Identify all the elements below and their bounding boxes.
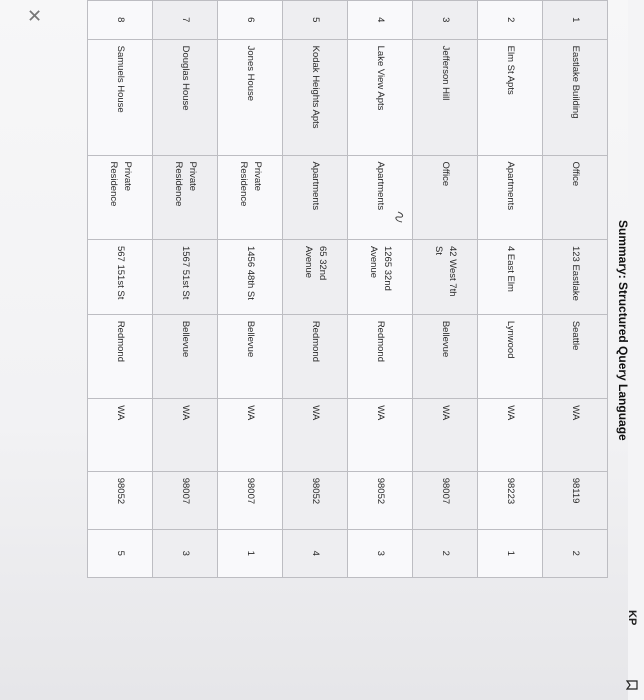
units-cell: 2 [413, 529, 478, 577]
building-id-cell: 3 [413, 1, 478, 40]
buildings-table [87, 0, 608, 578]
building-type-cell: Private Residence [153, 155, 218, 239]
building-name-cell: Eastlake Building [543, 39, 608, 155]
state-cell: WA [88, 399, 153, 471]
zip-cell: 98223 [478, 471, 543, 529]
city-cell: Redmond [88, 314, 153, 398]
address-cell: 1567 51st St [153, 239, 218, 314]
building-id-cell: 4 [348, 1, 413, 40]
table-row [543, 1, 608, 578]
units-cell: 5 [88, 529, 153, 577]
state-cell: WA [348, 399, 413, 471]
city-cell: Bellevue [218, 314, 283, 398]
building-type-cell: Office [543, 155, 608, 239]
zip-cell: 98007 [218, 471, 283, 529]
city-cell: Bellevue [153, 314, 218, 398]
address-cell: 4 East Elm [478, 239, 543, 314]
units-cell: 4 [283, 529, 348, 577]
address-cell: 1265 32nd Avenue [348, 239, 413, 314]
table-row [348, 1, 413, 578]
table-row [413, 1, 478, 578]
building-name-cell: Lake View Apts [348, 39, 413, 155]
city-cell: Lynwood [478, 314, 543, 398]
building-type-cell: Private Residence [218, 155, 283, 239]
zip-cell: 98052 [283, 471, 348, 529]
city-cell: Redmond [283, 314, 348, 398]
zip-cell: 98052 [348, 471, 413, 529]
units-cell: 3 [348, 529, 413, 577]
close-icon[interactable]: ✕ [24, 8, 44, 24]
zip-cell: 98052 [88, 471, 153, 529]
building-name-cell: Jefferson Hill [413, 39, 478, 155]
page-title: Summary: Structured Query Language [616, 220, 630, 441]
building-id-cell: 7 [153, 1, 218, 40]
units-cell: 3 [153, 529, 218, 577]
top-bar [628, 0, 644, 700]
building-name-cell: Douglas House [153, 39, 218, 155]
zip-cell: 98007 [153, 471, 218, 529]
address-cell: 123 Eastlake [543, 239, 608, 314]
units-cell: 1 [478, 529, 543, 577]
city-cell: Bellevue [413, 314, 478, 398]
units-cell: 2 [543, 529, 608, 577]
building-type-cell: Apartments [283, 155, 348, 239]
building-id-cell: 2 [478, 1, 543, 40]
building-name-cell: Kodak Heights Apts [283, 39, 348, 155]
building-name-cell: Elm St Apts [478, 39, 543, 155]
building-name-cell: Samuels House [88, 39, 153, 155]
table-row [478, 1, 543, 578]
state-cell: WA [543, 399, 608, 471]
address-cell: 1456 48th St [218, 239, 283, 314]
zip-cell: 98119 [543, 471, 608, 529]
building-type-cell: Apartments [478, 155, 543, 239]
table-row [283, 1, 348, 578]
handwriting-mark-icon [393, 210, 407, 224]
user-avatar[interactable]: KP [626, 610, 638, 626]
state-cell: WA [153, 399, 218, 471]
city-cell: Seattle [543, 314, 608, 398]
address-cell: 42 West 7th St [413, 239, 478, 314]
building-id-cell: 5 [283, 1, 348, 40]
table-row [88, 1, 153, 578]
building-id-cell: 8 [88, 1, 153, 40]
units-cell: 1 [218, 529, 283, 577]
state-cell: WA [478, 399, 543, 471]
building-type-cell: Apartments [348, 155, 413, 239]
address-cell: 65 32nd Avenue [283, 239, 348, 314]
state-cell: WA [218, 399, 283, 471]
building-type-cell: Office [413, 155, 478, 239]
building-type-cell: Private Residence [88, 155, 153, 239]
state-cell: WA [283, 399, 348, 471]
state-cell: WA [413, 399, 478, 471]
building-id-cell: 6 [218, 1, 283, 40]
table-row [218, 1, 283, 578]
building-name-cell: Jones House [218, 39, 283, 155]
bookmark-icon[interactable] [626, 680, 638, 690]
table-row [153, 1, 218, 578]
address-cell: 567 151st St [88, 239, 153, 314]
zip-cell: 98007 [413, 471, 478, 529]
building-id-cell: 1 [543, 1, 608, 40]
city-cell: Redmond [348, 314, 413, 398]
